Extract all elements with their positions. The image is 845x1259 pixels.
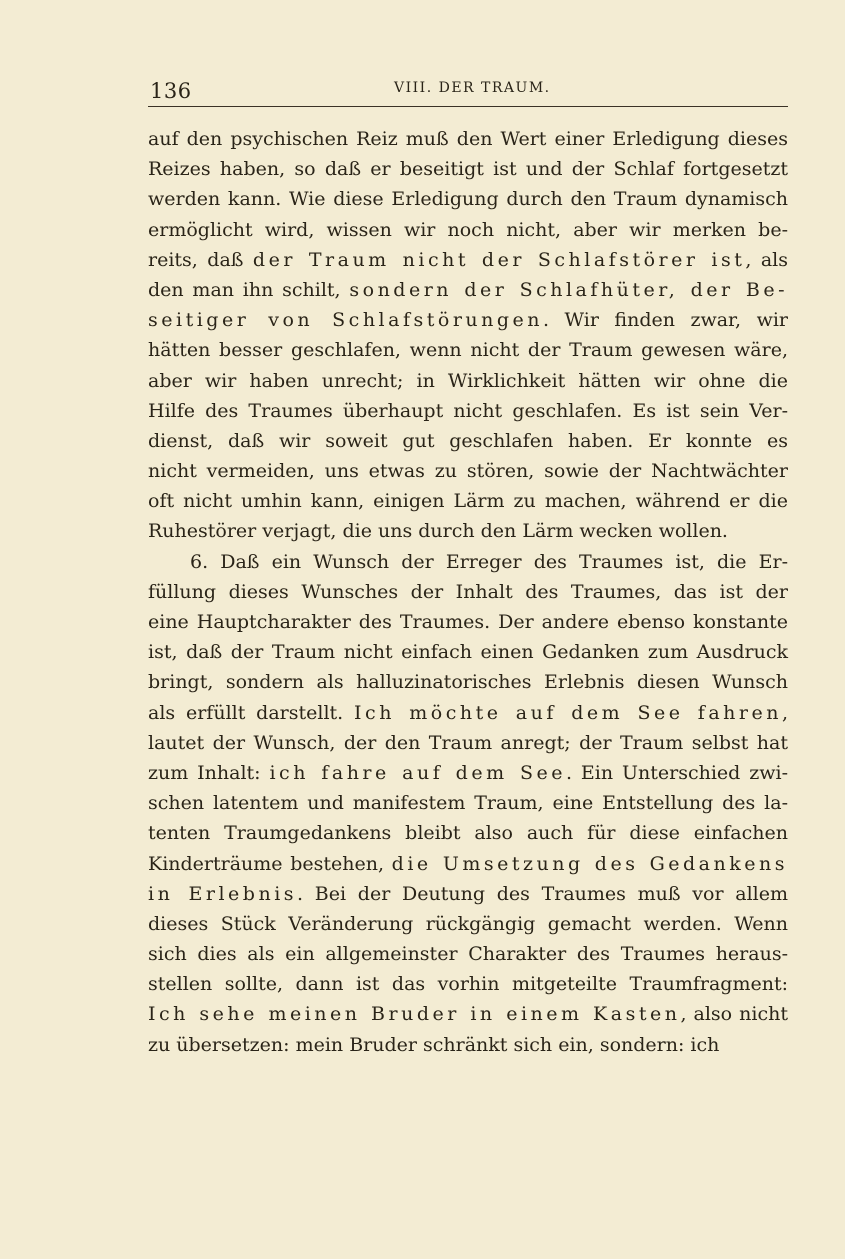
spaced-emphasis: ich fahre auf dem See xyxy=(269,761,566,784)
text-line xyxy=(148,879,788,909)
text-line xyxy=(148,728,788,758)
text-line xyxy=(148,909,788,939)
text-run: , xyxy=(781,701,788,724)
text-line xyxy=(148,758,788,788)
text-line xyxy=(148,366,788,396)
text-line xyxy=(148,305,788,335)
text-run: schen latentem und manifestem Traum, eine Entstellung des la- xyxy=(148,792,788,815)
text-line xyxy=(148,1030,788,1060)
text-line xyxy=(148,969,788,999)
text-line xyxy=(148,184,788,214)
text-line xyxy=(148,516,788,546)
text-run: . Wir finden zwar, wir xyxy=(543,309,788,332)
text-run: auf den psychischen Reiz muß den Wert einer Erledigung dieses xyxy=(148,128,788,150)
text-line xyxy=(148,124,788,154)
text-line xyxy=(148,547,788,577)
text-run: hätten besser geschlafen, wenn nicht der Traum gewesen wäre, xyxy=(148,339,788,362)
text-run: ist, daß der Traum nicht einfach einen Gedanken zum Ausdruck xyxy=(148,641,788,664)
text-line xyxy=(148,486,788,516)
spaced-emphasis: seitiger von Schlafstörungen xyxy=(148,309,544,332)
text-line xyxy=(148,426,788,456)
spaced-emphasis: Ich möchte auf dem See fahren xyxy=(354,701,782,724)
text-line xyxy=(148,818,788,848)
spaced-emphasis: der Traum nicht der Schlafstörer ist xyxy=(252,248,746,271)
text-run: füllung dieses Wunsches der Inhalt des Traumes, das ist der xyxy=(148,580,788,603)
text-run: oft nicht umhin kann, einigen Lärm zu machen, während er die xyxy=(148,490,788,513)
text-run: als erfüllt darstellt. xyxy=(148,701,355,724)
spaced-emphasis: Ich sehe meinen Bruder in einem Kasten xyxy=(148,1003,681,1026)
text-line xyxy=(148,275,788,305)
text-run: aber wir haben unrecht; in Wirklichkeit hätten wir ohne die xyxy=(148,369,788,392)
page-number: 136 xyxy=(150,79,192,103)
text-run: , als xyxy=(745,248,789,271)
page-header xyxy=(148,76,788,107)
text-line xyxy=(148,788,788,818)
text-run: 6. Daß ein Wunsch der Erreger des Traumes ist, die Er- xyxy=(190,550,788,573)
text-line xyxy=(148,939,788,969)
text-run: zu übersetzen: mein Bruder schränkt sich ein, sondern: ich xyxy=(148,1033,720,1056)
text-run: stellen sollte, dann ist das vorhin mitgeteilte Traumfragment: xyxy=(148,973,788,996)
text-line xyxy=(148,215,788,245)
spaced-emphasis: sondern der Schlafhüter, der Be- xyxy=(349,278,788,301)
text-run: den man ihn schilt, xyxy=(148,278,350,301)
text-run: Kinderträume bestehen, xyxy=(148,852,392,875)
text-run: tenten Traumgedankens bleibt also auch für diese einfachen xyxy=(148,822,788,845)
text-line xyxy=(148,577,788,607)
text-run: sich dies als ein allgemeinster Charakter des Traumes heraus- xyxy=(148,943,788,966)
text-line xyxy=(148,335,788,365)
text-run: dieses Stück Veränderung rückgängig gemacht werden. Wenn xyxy=(148,912,788,935)
spaced-emphasis: die Umsetzung des Gedankens xyxy=(391,852,788,875)
text-run: Hilfe des Traumes überhaupt nicht geschlafen. Es ist sein Ver- xyxy=(148,399,788,422)
text-line xyxy=(148,637,788,667)
text-line xyxy=(148,999,788,1029)
text-run: lautet der Wunsch, der den Traum anregt; der Traum selbst hat xyxy=(148,731,788,754)
text-run: nicht vermeiden, uns etwas zu stören, sowie der Nachtwächter xyxy=(148,460,788,483)
text-run: . Bei der Deutung des Traumes muß vor allem xyxy=(297,882,788,905)
text-run: zum Inhalt: xyxy=(148,761,270,784)
text-run: ermöglicht wird, wissen wir noch nicht, aber wir merken be- xyxy=(148,218,788,241)
text-line xyxy=(148,396,788,426)
text-run: , also nicht xyxy=(680,1003,788,1026)
body-text xyxy=(148,124,788,1060)
text-line xyxy=(148,456,788,486)
text-run: . Ein Unterschied zwi- xyxy=(565,761,788,784)
text-run: werden kann. Wie diese Erledigung durch den Traum dynamisch xyxy=(148,188,788,211)
text-line xyxy=(148,698,788,728)
text-line xyxy=(148,667,788,697)
text-line xyxy=(148,849,788,879)
text-run: reits, daß xyxy=(148,248,253,271)
text-run: dienst, daß wir soweit gut geschlafen haben. Er konnte es xyxy=(148,429,788,452)
running-head: VIII. DER TRAUM. xyxy=(394,80,551,96)
spaced-emphasis: in Erlebnis xyxy=(148,882,298,905)
text-line xyxy=(148,245,788,275)
text-run: Reizes haben, so daß er beseitigt ist und der Schlaf fortgesetzt xyxy=(148,158,788,181)
text-run: bringt, sondern als halluzinatorisches Erlebnis diesen Wunsch xyxy=(148,671,788,694)
text-line xyxy=(148,607,788,637)
text-line xyxy=(148,154,788,184)
text-run: eine Hauptcharakter des Traumes. Der andere ebenso konstante xyxy=(148,611,788,633)
text-run: Ruhestörer verjagt, die uns durch den Lärm wecken wollen. xyxy=(148,520,728,543)
